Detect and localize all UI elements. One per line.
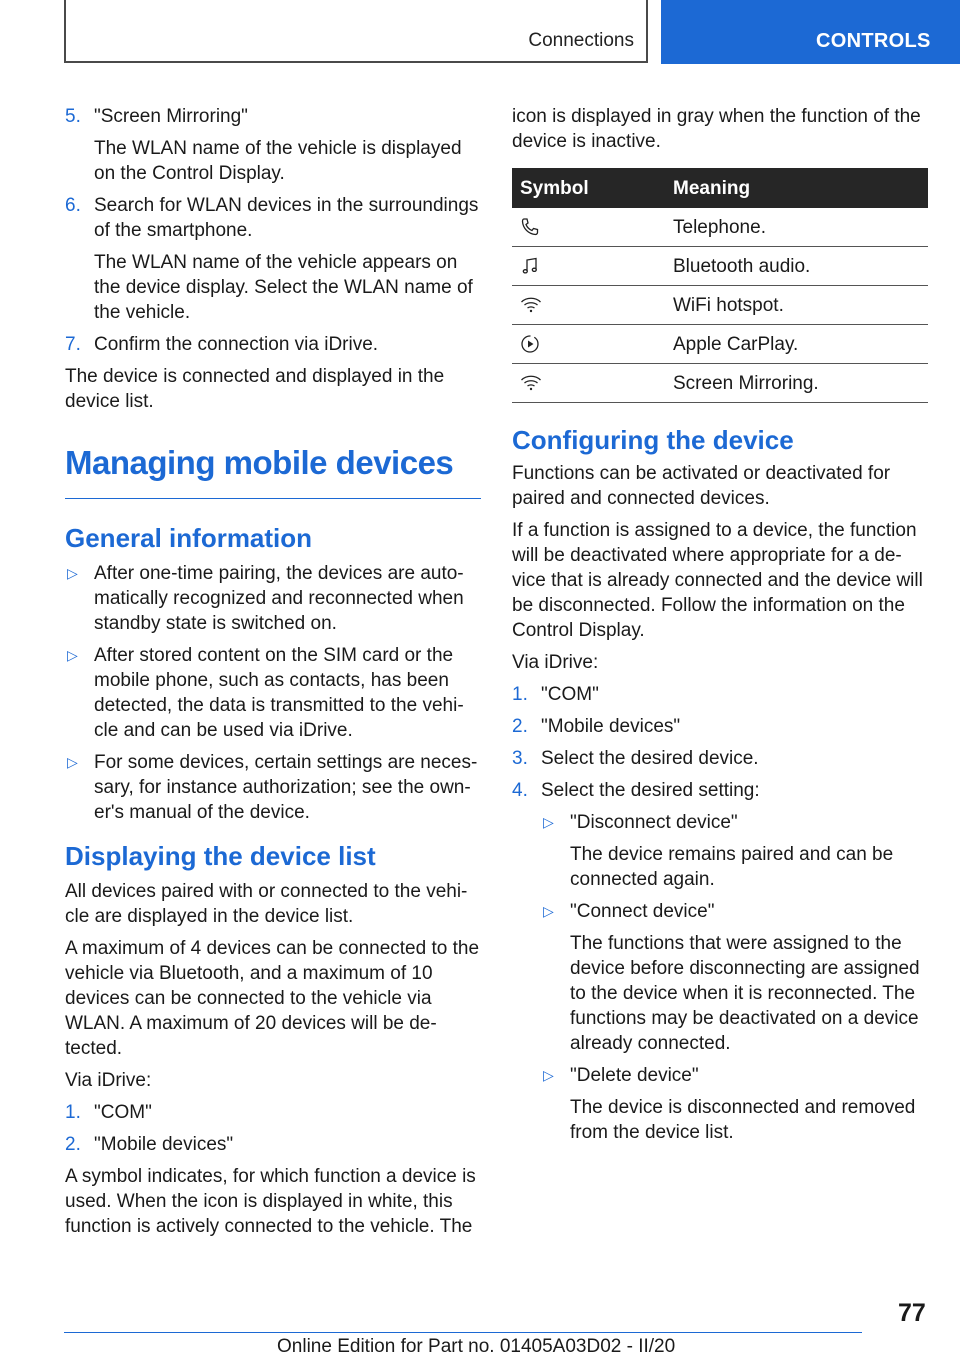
bullet-item	[541, 1063, 928, 1088]
step-number: 6.	[65, 195, 81, 216]
page-number: 77	[898, 1299, 926, 1327]
footer-divider	[64, 1332, 862, 1333]
meaning-cell: WiFi hotspot.	[665, 286, 928, 325]
triangle-bullet-icon: ▷	[543, 814, 554, 830]
table-header-meaning: Meaning	[665, 168, 928, 208]
step-number: 2.	[65, 1134, 81, 1155]
meaning-cell: Screen Mirroring.	[665, 364, 928, 403]
header-section-title: Connections	[528, 30, 634, 51]
step-item	[65, 332, 481, 357]
heading-general-information: General information	[65, 523, 313, 553]
step-item	[65, 1100, 481, 1125]
table-header-symbol: Symbol	[512, 168, 665, 208]
step-text: Confirm the connection via iDrive.	[94, 334, 379, 355]
symbol-table	[512, 168, 928, 403]
step-item	[65, 1132, 481, 1157]
step-number: 7.	[65, 334, 81, 355]
connected-paragraph: The device is connected and displayed in the device list.	[65, 366, 445, 412]
music-note-icon	[520, 256, 540, 276]
wifi-icon	[520, 373, 542, 393]
step-text: Select the desired device.	[541, 748, 759, 769]
step-number: 2.	[512, 716, 528, 737]
setting-label: "Delete device"	[570, 1065, 699, 1086]
symbol-cell	[512, 208, 665, 247]
config-paragraph-2: If a function is assigned to a device, the function will be deactivated where appropriate for a de‐vice that is already connected and the device will be disconnected. Follow the information on the Control Display.	[512, 520, 923, 641]
setting-description: The device remains paired and can be connected again.	[570, 844, 894, 890]
config-paragraph-1: Functions can be activated or deactivated for paired and connected devices.	[512, 463, 891, 509]
header-chapter-tab	[661, 0, 960, 64]
step-item	[512, 778, 928, 803]
telephone-icon	[520, 217, 540, 237]
settings-list	[512, 810, 928, 1145]
wifi-icon	[520, 295, 542, 315]
triangle-bullet-icon: ▷	[543, 903, 554, 919]
bullet-item	[65, 561, 481, 636]
bullet-text: For some devices, certain settings are neces‐sary, for instance authorization; see the own‐er's manual of the device.	[94, 752, 478, 823]
bullet-text: After one-time pairing, the devices are auto‐matically recognized and reconnected when standby state is switched on.	[94, 563, 464, 634]
step-description: The WLAN name of the vehicle is displayed on the Control Display.	[94, 138, 462, 184]
bullet-item	[65, 750, 481, 825]
step-number: 5.	[65, 106, 81, 127]
step-item	[512, 682, 928, 707]
step-item	[65, 193, 481, 243]
display-paragraph-2: A maximum of 4 devices can be connected to the vehicle via Bluetooth, and a maximum of 10 devices can be connected to the vehicle via WLAN. A maximum of 20 devices will be de‐tected.	[65, 938, 480, 1059]
heading-displaying-device-list: Displaying the device list	[65, 841, 376, 871]
right-column	[512, 104, 928, 1152]
symbol-cell	[512, 364, 665, 403]
meaning-cell: Apple CarPlay.	[665, 325, 928, 364]
step-item	[512, 746, 928, 771]
step-number: 1.	[512, 684, 528, 705]
footer-edition: Online Edition for Part no. 01405A03D02 - II/20	[277, 1336, 676, 1357]
setting-label: "Disconnect device"	[570, 812, 738, 833]
meaning-cell: Telephone.	[665, 208, 928, 247]
table-row	[512, 286, 928, 325]
symbol-paragraph: A symbol indicates, for which function a device is used. When the icon is displayed in white, this function is actively connected to the vehicle. The	[65, 1166, 476, 1237]
triangle-bullet-icon: ▷	[543, 1067, 554, 1083]
triangle-bullet-icon: ▷	[67, 565, 78, 581]
setting-description: The device is disconnected and removed from the device list.	[570, 1097, 916, 1143]
step-text: Select the desired setting:	[541, 780, 760, 801]
table-row	[512, 247, 928, 286]
step-text: "Mobile devices"	[541, 716, 681, 737]
bullet-text: After stored content on the SIM card or the mobile phone, such as contacts, has been detected, the data is transmitted to the vehi‐cle and can be used via iDrive.	[94, 645, 464, 741]
table-row	[512, 364, 928, 403]
table-row	[512, 325, 928, 364]
left-column	[65, 104, 481, 1246]
triangle-bullet-icon: ▷	[67, 647, 78, 663]
meaning-cell: Bluetooth audio.	[665, 247, 928, 286]
via-idrive-label: Via iDrive:	[512, 652, 599, 673]
setting-label: "Connect device"	[570, 901, 715, 922]
symbol-cell	[512, 247, 665, 286]
setting-description: The functions that were assigned to the device before disconnecting are assigned to the device when it is reconnected. The functions may be deactivated on a device already connected.	[570, 933, 920, 1054]
step-number: 3.	[512, 748, 528, 769]
step-number: 1.	[65, 1102, 81, 1123]
section-heading-managing-devices: Managing mobile devices	[65, 444, 481, 499]
carplay-icon	[520, 334, 540, 354]
bullet-item	[541, 899, 928, 924]
header-chapter-label: CONTROLS	[816, 30, 931, 52]
triangle-bullet-icon: ▷	[67, 754, 78, 770]
heading-configuring-device: Configuring the device	[512, 425, 794, 455]
via-idrive-label: Via iDrive:	[65, 1070, 152, 1091]
continued-paragraph: icon is displayed in gray when the function of the device is inactive.	[512, 106, 921, 152]
table-header-row	[512, 168, 928, 208]
step-number: 4.	[512, 780, 528, 801]
bullet-item	[65, 643, 481, 743]
step-text: "Mobile devices"	[94, 1134, 234, 1155]
display-paragraph-1: All devices paired with or connected to the vehi‐cle are displayed in the device list.	[65, 881, 468, 927]
bullet-item	[541, 810, 928, 835]
table-row	[512, 208, 928, 247]
step-text: "COM"	[94, 1102, 152, 1123]
step-item	[65, 104, 481, 129]
step-item	[512, 714, 928, 739]
symbol-cell	[512, 325, 665, 364]
step-text: "COM"	[541, 684, 599, 705]
step-text: Search for WLAN devices in the surroundings of the smartphone.	[94, 195, 479, 241]
step-description: The WLAN name of the vehicle appears on the device display. Select the WLAN name of the vehicle.	[94, 252, 473, 323]
step-text: "Screen Mirroring"	[94, 106, 248, 127]
symbol-cell	[512, 286, 665, 325]
